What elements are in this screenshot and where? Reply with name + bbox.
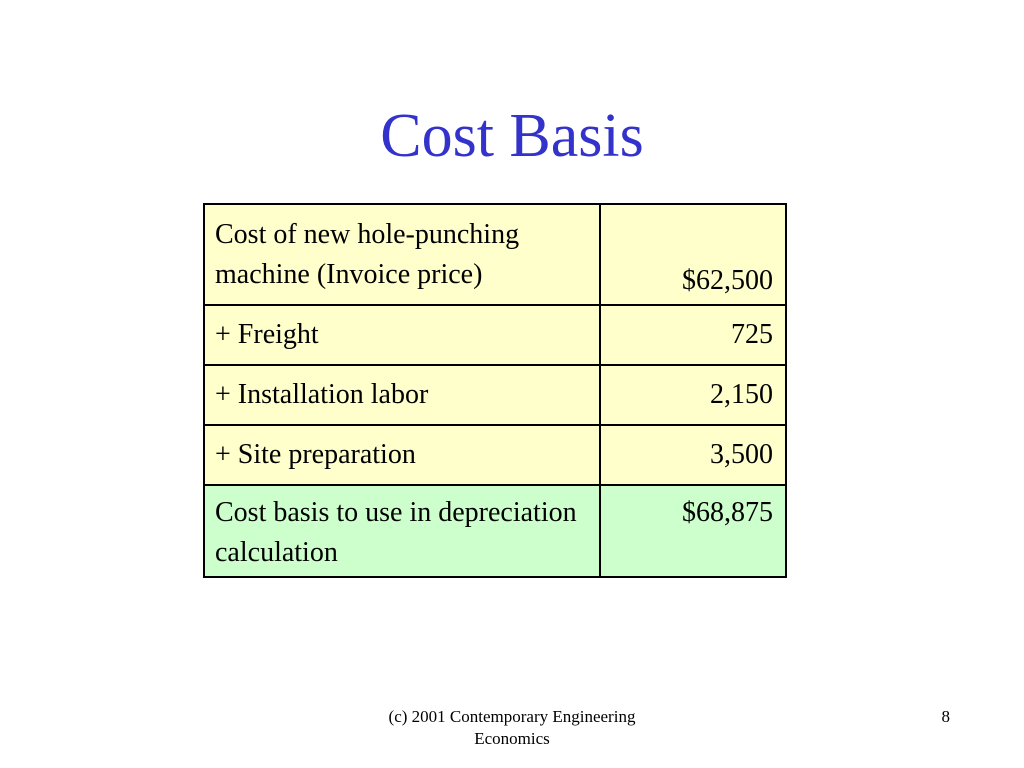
row-label: + Installation labor bbox=[204, 365, 600, 425]
footer-line: Economics bbox=[474, 729, 550, 748]
row-amount: $62,500 bbox=[600, 204, 786, 305]
footer-line: (c) 2001 Contemporary Engineering bbox=[388, 707, 636, 726]
total-row bbox=[204, 485, 786, 577]
total-amount: $68,875 bbox=[600, 485, 786, 577]
cost-basis-table bbox=[203, 203, 787, 578]
table-row bbox=[204, 365, 786, 425]
row-label: + Freight bbox=[204, 305, 600, 365]
row-amount: 2,150 bbox=[600, 365, 786, 425]
row-label: Cost of new hole-punching machine (Invoice price) bbox=[204, 204, 600, 305]
row-amount: 3,500 bbox=[600, 425, 786, 485]
table-row bbox=[204, 204, 786, 305]
page-number: 8 bbox=[941, 707, 950, 726]
row-label: + Site preparation bbox=[204, 425, 600, 485]
total-label: Cost basis to use in depreciation calculation bbox=[204, 485, 600, 577]
slide-title: Cost Basis bbox=[380, 102, 644, 170]
footer-copyright bbox=[312, 706, 712, 750]
table-row bbox=[204, 305, 786, 365]
row-amount: 725 bbox=[600, 305, 786, 365]
table-row bbox=[204, 425, 786, 485]
